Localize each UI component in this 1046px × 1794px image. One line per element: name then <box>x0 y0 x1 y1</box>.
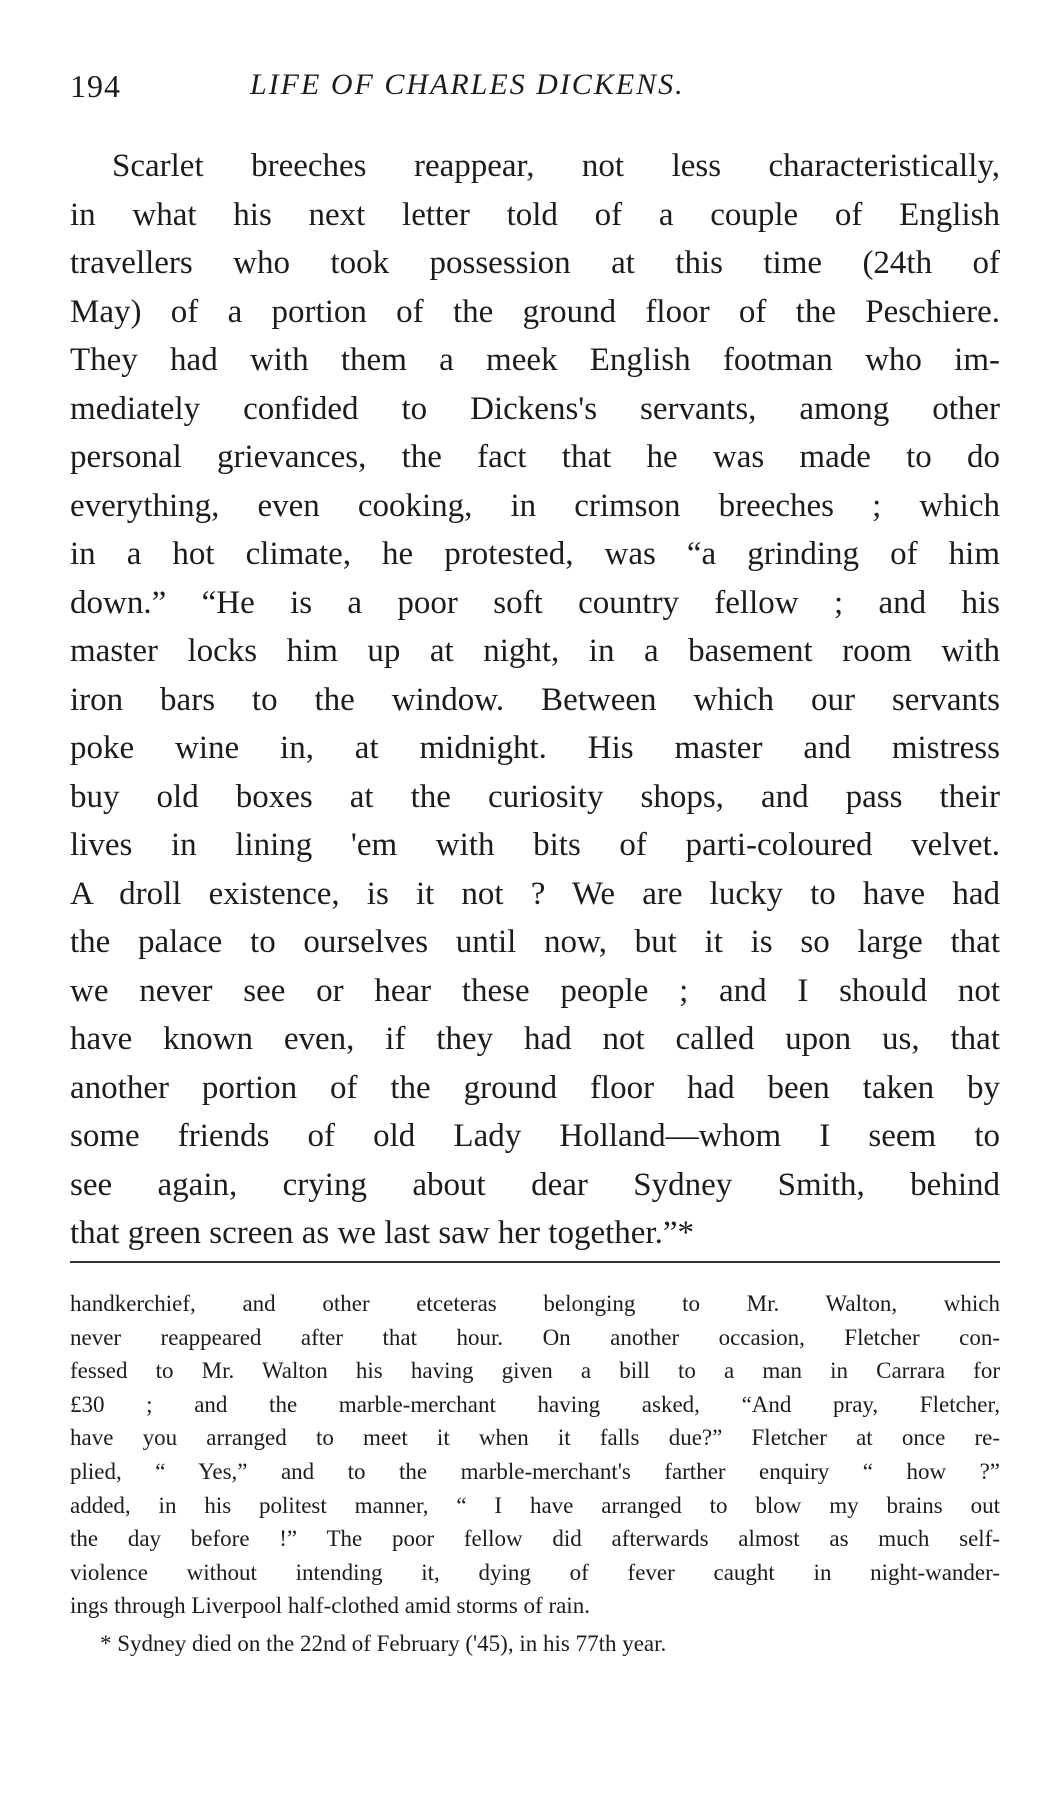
footnote-line: fessed to Mr. Walton his having given a bill to a man in Carrara for <box>70 1358 1000 1384</box>
footnote-line: plied, “ Yes,” and to the marble-merchant's farther enquiry “ how ?” <box>70 1458 1000 1484</box>
text-line: everything, even cooking, in crimson breeches ; which <box>70 487 1000 524</box>
text-line: They had with them a meek English footman who im- <box>70 342 1000 378</box>
page-header <box>70 62 1010 112</box>
footnote-line: handkerchief, and other etceteras belonging to Mr. Walton, which <box>70 1291 1000 1316</box>
text-line: that green screen as we last saw her together.”* <box>70 1215 694 1251</box>
text-line: A droll existence, is it not ? We are lucky to have had <box>70 875 1000 912</box>
footnote-line: added, in his politest manner, “ I have arranged to blow my brains out <box>70 1492 1000 1518</box>
footnote-line: £30 ; and the marble-merchant having asked, “And pray, Fletcher, <box>70 1391 1000 1417</box>
main-text <box>70 142 1000 1258</box>
footnote-divider <box>70 1261 1000 1263</box>
footnote-line: the day before !” The poor fellow did afterwards almost as much self- <box>70 1526 1000 1552</box>
footnotes <box>70 1287 1000 1661</box>
footnote-line: never reappeared after that hour. On another occasion, Fletcher con- <box>70 1324 1000 1350</box>
footnote-line: have you arranged to meet it when it falls due?” Fletcher at once re- <box>70 1425 1000 1451</box>
text-line: see again, crying about dear Sydney Smith, behind <box>70 1166 1000 1203</box>
page-number: 194 <box>70 68 121 104</box>
text-line: have known even, if they had not called upon us, that <box>70 1021 1000 1057</box>
text-line: poke wine in, at midnight. His master and mistress <box>70 730 1000 766</box>
running-head: LIFE OF CHARLES DICKENS. <box>250 68 685 101</box>
text-line: some friends of old Lady Holland—whom I seem to <box>70 1118 1000 1154</box>
text-line: another portion of the ground floor had been taken by <box>70 1069 1000 1106</box>
footnote-line: ings through Liverpool half-clothed amid storms of rain. <box>70 1593 590 1619</box>
text-line: May) of a portion of the ground floor of the Peschiere. <box>70 293 1000 330</box>
text-line: Scarlet breeches reappear, not less characteristically, <box>112 148 1000 184</box>
text-line: in what his next letter told of a couple of English <box>70 196 1000 233</box>
text-line: in a hot climate, he protested, was “a grinding of him <box>70 536 1000 572</box>
footnote-line: violence without intending it, dying of fever caught in night-wander- <box>70 1559 1000 1585</box>
text-line: mediately confided to Dickens's servants, among other <box>70 390 1000 427</box>
text-line: the palace to ourselves until now, but it is so large that <box>70 924 1000 960</box>
text-line: personal grievances, the fact that he was made to do <box>70 439 1000 475</box>
text-line: buy old boxes at the curiosity shops, and pass their <box>70 778 1000 815</box>
text-line: lives in lining 'em with bits of parti-coloured velvet. <box>70 827 1000 863</box>
star-footnote: * Sydney died on the 22nd of February ('45), in his 77th year. <box>100 1630 667 1656</box>
text-line: master locks him up at night, in a basement room with <box>70 633 1000 669</box>
text-line: travellers who took possession at this time (24th of <box>70 245 1000 281</box>
text-line: iron bars to the window. Between which our servants <box>70 681 1000 718</box>
text-line: we never see or hear these people ; and I should not <box>70 972 1000 1009</box>
text-line: down.” “He is a poor soft country fellow ; and his <box>70 584 1000 621</box>
